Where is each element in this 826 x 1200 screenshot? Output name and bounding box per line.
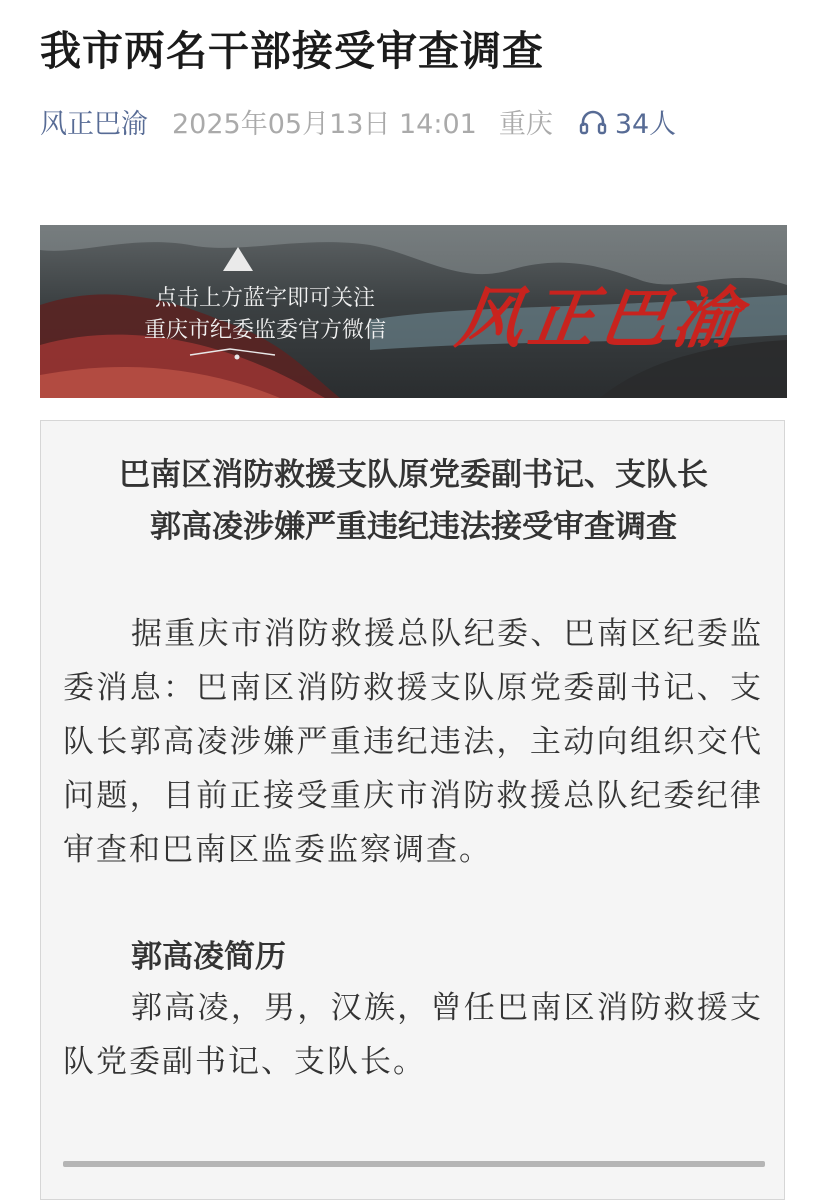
- follow-line-2: 重庆市纪委监委官方微信: [143, 318, 386, 343]
- bio-heading: 郭高凌简历: [131, 939, 286, 975]
- publish-region: 重庆: [498, 109, 553, 140]
- article-title: 我市两名干部接受审查调查: [40, 27, 544, 75]
- listen-count: 34人: [614, 109, 677, 140]
- follow-banner[interactable]: [40, 225, 787, 398]
- news-headline: [41, 449, 786, 553]
- bio-paragraph: 郭高凌，男，汉族，曾任巴南区消防救援支队党委副书记、支队长。: [63, 990, 763, 1080]
- up-arrow-icon: [223, 247, 253, 271]
- publish-datetime: 2025年05月13日 14:01: [172, 109, 477, 140]
- article-content-box: [40, 420, 785, 1200]
- headline-line-1: 巴南区消防救援支队原党委副书记、支队长: [119, 457, 708, 493]
- article-meta: [40, 102, 676, 141]
- headphones-icon: [579, 109, 607, 135]
- listen-button[interactable]: [579, 102, 676, 141]
- follow-prompt: [100, 283, 430, 347]
- account-name-link[interactable]: 风正巴渝: [40, 109, 148, 140]
- brand-calligraphy: 风正巴渝: [451, 279, 751, 357]
- follow-line-1: 点击上方蓝字即可关注: [154, 286, 375, 311]
- divider: [63, 1161, 765, 1167]
- headline-line-2: 郭高凌涉嫌严重违纪违法接受审查调查: [150, 509, 677, 545]
- news-paragraph: 据重庆市消防救援总队纪委、巴南区纪委监委消息：巴南区消防救援支队原党委副书记、支队长郭高凌涉嫌严重违纪违法，主动向组织交代问题，目前正接受重庆市消防救援总队纪委纪律审查和巴南区监委监察调查。: [63, 616, 763, 868]
